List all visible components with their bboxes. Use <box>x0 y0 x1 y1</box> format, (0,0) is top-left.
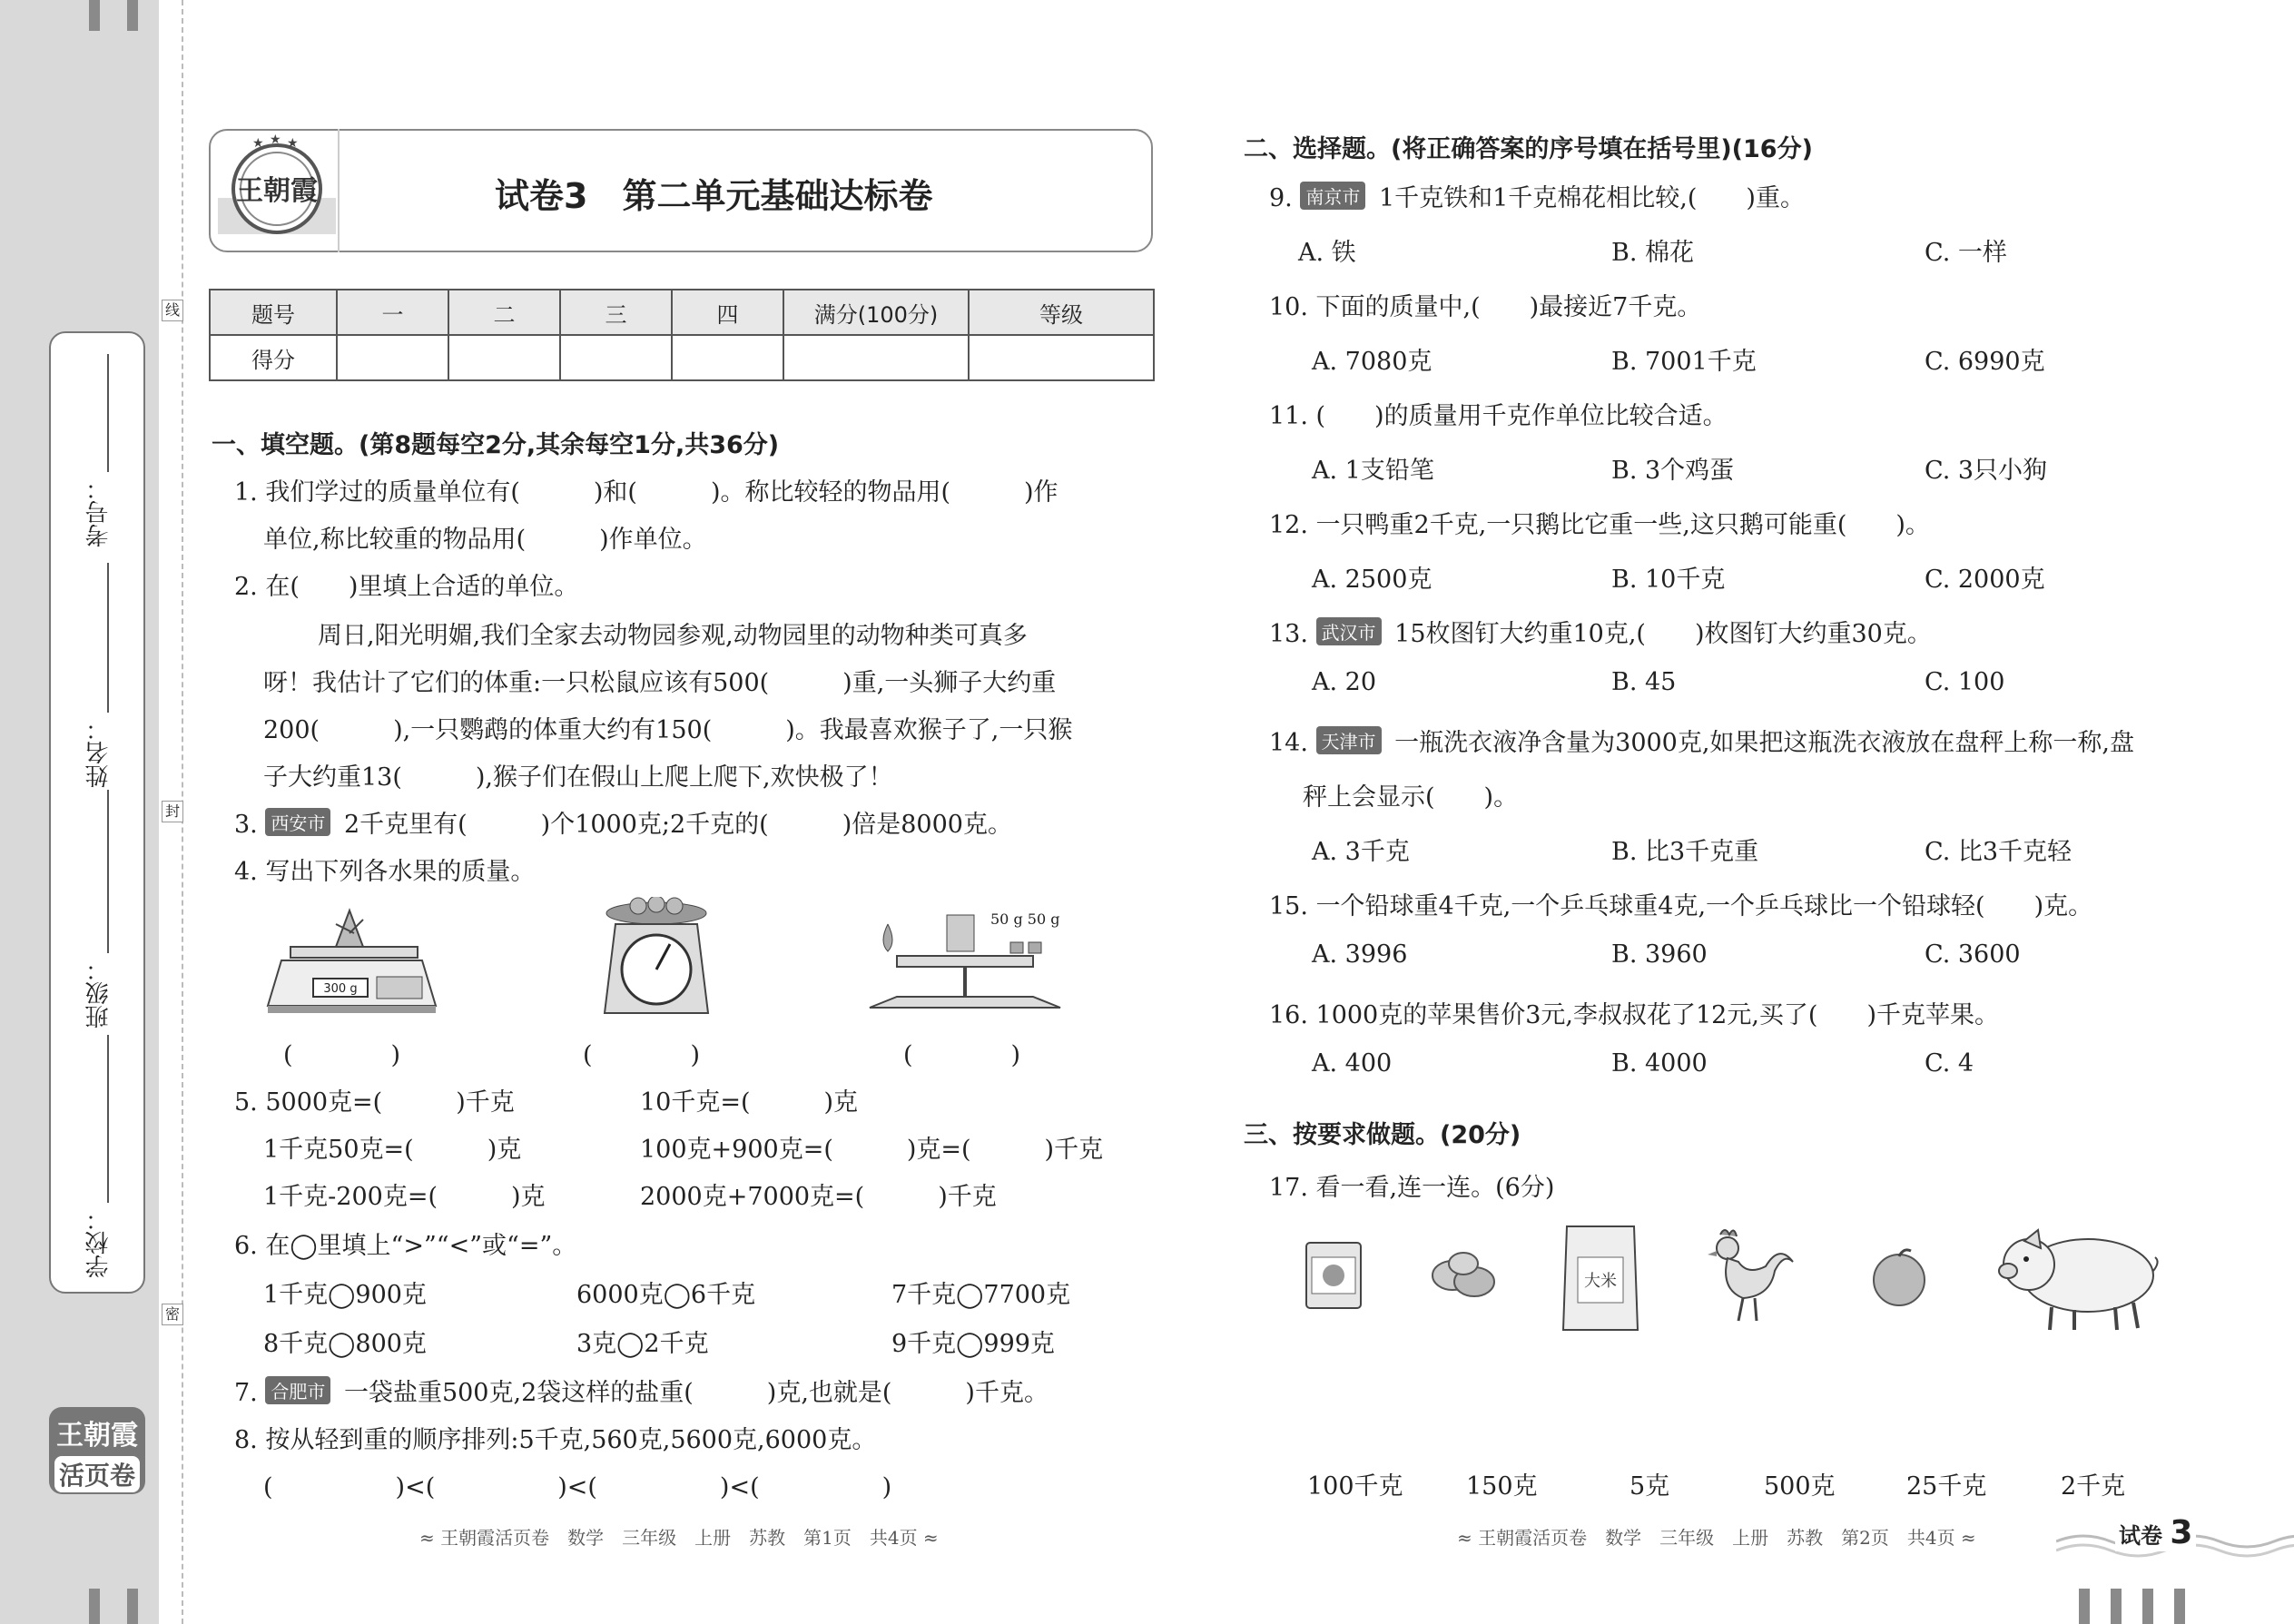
q4-answer-blank-1[interactable]: ( ) <box>283 1041 401 1069</box>
q10: 10. 下面的质量中,( )最接近7千克。 <box>1269 293 1702 321</box>
q1-line1: 1. 我们学过的质量单位有( )和( )。称比较轻的物品用( )作 <box>234 478 1058 507</box>
score-header-cell: 二 <box>448 290 560 335</box>
q11: 11. ( )的质量用千克作单位比较合适。 <box>1269 402 1728 430</box>
name-label: 姓名： <box>85 717 113 788</box>
q5-1a: 5. 5000克=( )千克 <box>234 1088 515 1117</box>
top-bar-2 <box>127 0 138 31</box>
score-cell[interactable] <box>337 335 448 380</box>
q10-option-b[interactable]: B. 7001千克 <box>1611 348 1757 376</box>
snack-pack-icon[interactable] <box>1303 1239 1364 1312</box>
left-footer: ≈ 王朝霞活页卷 数学 三年级 上册 苏教 第1页 共4页 ≈ <box>419 1527 939 1549</box>
dial-scale-image <box>597 897 715 1019</box>
q7 <box>234 1373 1049 1408</box>
digital-scale-image <box>263 906 440 1019</box>
q2-passage-3: 200( ),一只鹦鹉的体重大约有150( )。我最喜欢猴子了,一只猴 <box>263 716 1073 744</box>
q12-option-a[interactable]: A. 2500克 <box>1312 566 1433 594</box>
bottom-bar-6 <box>2174 1589 2185 1624</box>
q16-option-c[interactable]: C. 4 <box>1925 1049 1974 1078</box>
q12-option-c[interactable]: C. 2000克 <box>1925 566 2045 594</box>
q15-option-b[interactable]: B. 3960 <box>1611 940 1708 969</box>
q5-2b: 100克+900克=( )克=( )千克 <box>640 1136 1104 1164</box>
page-title: 试卷3 第二单元基础达标卷 <box>495 176 933 216</box>
brand-line2: 活页卷 <box>54 1456 140 1492</box>
q4: 4. 写出下列各水果的质量。 <box>234 858 536 886</box>
rooster-icon[interactable] <box>1693 1225 1797 1330</box>
q14-option-b[interactable]: B. 比3千克重 <box>1611 838 1759 866</box>
score-cell[interactable] <box>672 335 783 380</box>
q10-option-a[interactable]: A. 7080克 <box>1312 348 1433 376</box>
q11-option-b[interactable]: B. 3个鸡蛋 <box>1611 457 1735 485</box>
school-field[interactable] <box>107 1035 109 1203</box>
q16: 16. 1000克的苹果售价3元,李叔叔花了12元,买了( )千克苹果。 <box>1269 1001 2000 1029</box>
q10-option-c[interactable]: C. 6990克 <box>1925 348 2045 376</box>
q7-number: 7. <box>234 1379 258 1407</box>
q15-option-c[interactable]: C. 3600 <box>1925 940 2021 969</box>
section2-heading: 二、选择题。(将正确答案的序号填在括号里)(16分) <box>1244 135 1813 163</box>
q14-text-line2: 秤上会显示( )。 <box>1303 783 1519 812</box>
q5-1b: 10千克=( )克 <box>640 1088 859 1117</box>
q3-text: 2千克里有( )个1000克;2千克的( )倍是8000克。 <box>343 811 1012 839</box>
balance-weights-label: 50 g 50 g <box>990 910 1060 928</box>
q2-passage-1: 周日,阳光明媚,我们全家去动物园参观,动物园里的动物种类可真多 <box>318 622 1028 650</box>
score-header-cell: 一 <box>337 290 448 335</box>
q15-option-a[interactable]: A. 3996 <box>1312 940 1408 969</box>
q8: 8. 按从轻到重的顺序排列:5千克,560克,5600克,6000克。 <box>234 1426 877 1454</box>
score-row-label: 得分 <box>210 335 337 380</box>
pig-icon[interactable] <box>1988 1221 2161 1334</box>
q13-option-c[interactable]: C. 100 <box>1925 668 2005 696</box>
q14-number: 14. <box>1269 729 1308 757</box>
q16-option-b[interactable]: B. 4000 <box>1611 1049 1708 1078</box>
q6-item[interactable]: 7千克◯7700克 <box>891 1281 1071 1309</box>
peanuts-icon[interactable] <box>1427 1244 1500 1307</box>
q15: 15. 一个铅球重4千克,一个乒乓球重4克,一个乒乓球比一个铅球轻( )克。 <box>1269 892 2093 920</box>
rice-bag-text: 大米 <box>1584 1272 1617 1291</box>
q12-option-b[interactable]: B. 10千克 <box>1611 566 1726 594</box>
q3 <box>234 804 1012 840</box>
weight-label[interactable]: 100千克 <box>1307 1472 1403 1501</box>
q5-3b: 2000克+7000克=( )千克 <box>640 1183 997 1211</box>
bottom-bar-1 <box>89 1589 100 1624</box>
score-cell[interactable] <box>783 335 969 380</box>
rice-bag-icon[interactable] <box>1560 1221 1641 1334</box>
q5-2a: 1千克50克=( )克 <box>263 1136 522 1164</box>
top-bar-1 <box>89 0 100 31</box>
apple-icon[interactable] <box>1866 1245 1934 1309</box>
title-divider <box>338 129 340 252</box>
score-cell[interactable] <box>560 335 672 380</box>
weight-label[interactable]: 150克 <box>1466 1472 1538 1501</box>
q7-city-tag: 合肥市 <box>265 1376 330 1404</box>
svg-text:★: ★ <box>287 136 299 151</box>
exam-number-label: 考号： <box>85 477 113 547</box>
score-header-cell: 满分(100分) <box>783 290 969 335</box>
bottom-bar-4 <box>2111 1589 2122 1624</box>
q16-option-a[interactable]: A. 400 <box>1312 1049 1393 1078</box>
q14-option-c[interactable]: C. 比3千克轻 <box>1925 838 2072 866</box>
q4-answer-blank-2[interactable]: ( ) <box>583 1041 701 1069</box>
q9-city-tag: 南京市 <box>1300 182 1365 210</box>
score-cell[interactable] <box>448 335 560 380</box>
q14-city-tag: 天津市 <box>1316 726 1382 754</box>
q6-item[interactable]: 1千克◯900克 <box>263 1281 427 1309</box>
brand-badge <box>49 1407 145 1494</box>
school-label: 学校： <box>85 1207 113 1278</box>
q13-option-a[interactable]: A. 20 <box>1312 668 1377 696</box>
q6-item[interactable]: 3克◯2千克 <box>576 1330 709 1358</box>
right-footer: ≈ 王朝霞活页卷 数学 三年级 上册 苏教 第2页 共4页 ≈ <box>1457 1527 1976 1549</box>
q1-line2: 单位,称比较重的物品用( )作单位。 <box>263 526 707 554</box>
page-label <box>2115 1514 2196 1551</box>
page-label-text: 试卷 <box>2119 1523 2162 1549</box>
q13-text: 15枚图钉大约重10克,( )枚图钉大约重30克。 <box>1394 620 1932 648</box>
q11-option-a[interactable]: A. 1支铅笔 <box>1312 457 1434 485</box>
score-table <box>209 289 1155 381</box>
q11-option-c[interactable]: C. 3只小狗 <box>1925 457 2048 485</box>
section1-heading: 一、填空题。(第8题每空2分,其余每空1分,共36分) <box>212 431 780 459</box>
q13-number: 13. <box>1269 620 1308 648</box>
q14 <box>1269 723 2134 758</box>
bottom-bar-5 <box>2142 1589 2153 1624</box>
q14-option-a[interactable]: A. 3千克 <box>1312 838 1410 866</box>
class-field[interactable] <box>107 790 109 953</box>
publisher-logo <box>218 134 336 247</box>
score-header-cell: 等级 <box>969 290 1154 335</box>
seal-mark-line: 线 <box>162 300 183 321</box>
q6-item[interactable]: 8千克◯800克 <box>263 1330 427 1358</box>
score-header-cell: 题号 <box>210 290 337 335</box>
svg-text:★: ★ <box>270 134 281 147</box>
q9-option-b[interactable]: B. 棉花 <box>1611 239 1695 267</box>
q8-answer-blanks[interactable]: ( )<( )<( )<( ) <box>263 1473 892 1501</box>
weight-label[interactable]: 500克 <box>1764 1472 1836 1501</box>
q4-answer-blank-3[interactable]: ( ) <box>903 1041 1021 1069</box>
seal-mark-dense: 密 <box>162 1304 183 1325</box>
q12: 12. 一只鸭重2千克,一只鹅比它重一些,这只鹅可能重( )。 <box>1269 511 1930 539</box>
q2-passage-2: 呀！我估计了它们的体重:一只松鼠应该有500( )重,一头狮子大约重 <box>263 669 1057 697</box>
q9-option-c[interactable]: C. 一样 <box>1925 239 2007 267</box>
weight-label[interactable]: 2千克 <box>2061 1472 2126 1501</box>
score-header-cell: 四 <box>672 290 783 335</box>
name-field[interactable] <box>107 563 109 713</box>
brand-line1: 王朝霞 <box>56 1420 138 1452</box>
q3-city-tag: 西安市 <box>265 808 330 836</box>
q7-text: 一袋盐重500克,2袋这样的盐重( )克,也就是( )千克。 <box>343 1379 1049 1407</box>
class-label: 班级： <box>85 958 113 1029</box>
exam-number-field[interactable] <box>107 354 109 472</box>
scale-reading: 300 g <box>323 982 358 996</box>
q2: 2. 在( )里填上合适的单位。 <box>234 573 579 601</box>
q6-item[interactable]: 6000克◯6千克 <box>576 1281 756 1309</box>
q9-number: 9. <box>1269 184 1293 212</box>
seal-mark-seal: 封 <box>162 801 183 822</box>
q9-text: 1千克铁和1千克棉花相比较,( )重。 <box>1378 184 1805 212</box>
section3-heading: 三、按要求做题。(20分) <box>1244 1121 1521 1149</box>
weight-label[interactable]: 25千克 <box>1906 1472 1987 1501</box>
score-cell[interactable] <box>969 335 1154 380</box>
q5-3a: 1千克-200克=( )克 <box>263 1183 546 1211</box>
q13-city-tag: 武汉市 <box>1316 617 1382 645</box>
q6: 6. 在◯里填上“>”“<”或“=”。 <box>234 1232 577 1260</box>
q13 <box>1269 614 1932 649</box>
score-header-cell: 三 <box>560 290 672 335</box>
q3-number: 3. <box>234 811 258 839</box>
q9-option-a[interactable]: A. 铁 <box>1298 239 1356 267</box>
bottom-bar-2 <box>127 1589 138 1624</box>
weight-label[interactable]: 5克 <box>1629 1472 1670 1501</box>
student-info-box <box>49 331 145 1294</box>
q9 <box>1269 178 1805 213</box>
balance-scale-image <box>861 906 1069 1019</box>
q2-passage-4: 子大约重13( ),猴子们在假山上爬上爬下,欢快极了！ <box>263 763 893 792</box>
q14-text: 一瓶洗衣液净含量为3000克,如果把这瓶洗衣液放在盘秤上称一称,盘 <box>1394 729 2135 757</box>
bottom-bar-3 <box>2079 1589 2090 1624</box>
q13-option-b[interactable]: B. 45 <box>1611 668 1677 696</box>
logo-text: 王朝霞 <box>236 175 318 207</box>
svg-text:★: ★ <box>252 136 264 151</box>
q6-item[interactable]: 9千克◯999克 <box>891 1330 1055 1358</box>
page-number: 3 <box>2170 1514 2193 1551</box>
q17: 17. 看一看,连一连。(6分) <box>1269 1174 1555 1202</box>
